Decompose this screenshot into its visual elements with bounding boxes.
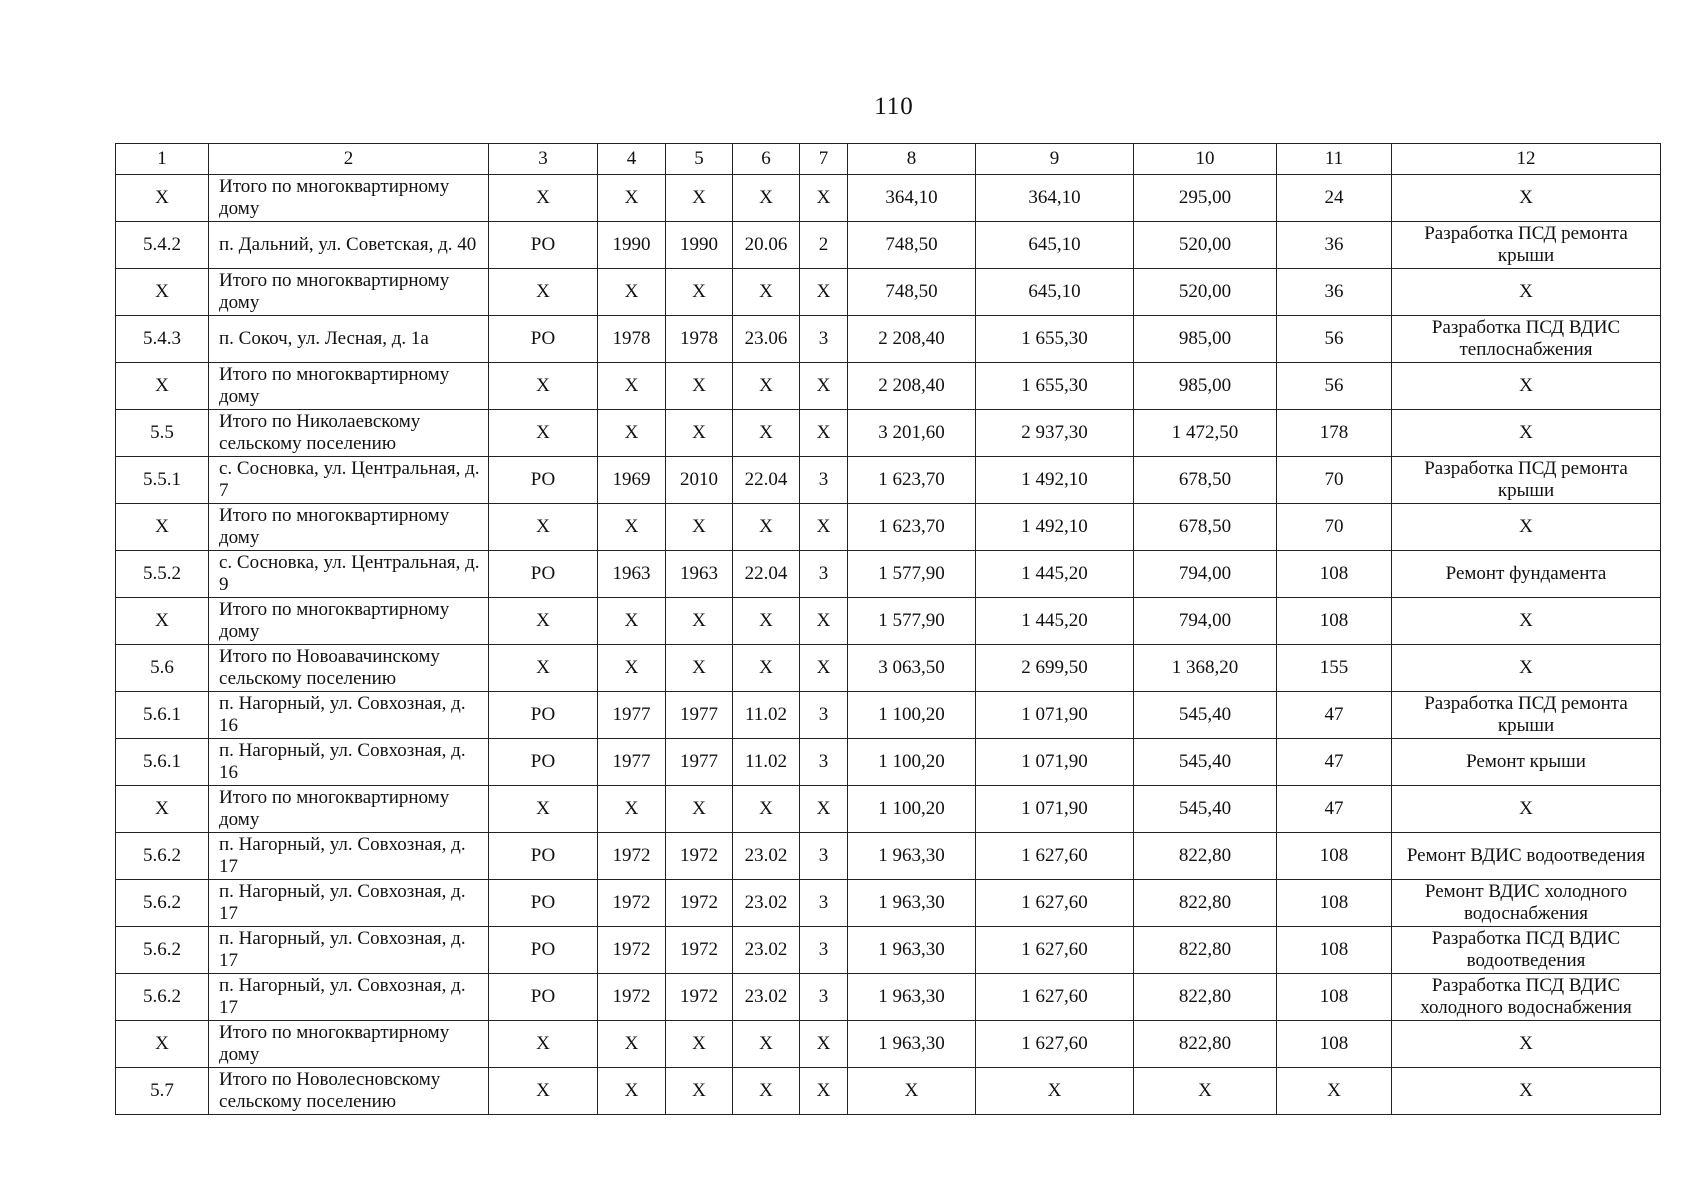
col-residential-area-cell: 1 627,60: [976, 833, 1134, 880]
col-total-area-cell: 748,50: [848, 222, 976, 269]
table-row: [116, 457, 1661, 504]
col-code-cell: 20.06: [733, 222, 800, 269]
col-residential-area-cell: 1 655,30: [976, 316, 1134, 363]
col-code-cell: 11.02: [733, 739, 800, 786]
col-residents-cell: 47: [1277, 739, 1392, 786]
table-row: [116, 880, 1661, 927]
col-residents-cell: 155: [1277, 645, 1392, 692]
col-number-cell: 5.6.1: [116, 692, 209, 739]
table-row: [116, 974, 1661, 1021]
table-row: [116, 833, 1661, 880]
col-code-cell: 22.04: [733, 551, 800, 598]
col-residents-cell: 108: [1277, 880, 1392, 927]
header-col-residential-area: 9: [976, 144, 1134, 175]
col-residents-cell: 178: [1277, 410, 1392, 457]
col-number-cell: 5.6.2: [116, 974, 209, 1021]
col-number-cell: Х: [116, 598, 209, 645]
col-year-commission-cell: Х: [666, 410, 733, 457]
page-number: 110: [874, 93, 914, 120]
col-number-cell: 5.6.2: [116, 880, 209, 927]
col-total-area-cell: 1 623,70: [848, 457, 976, 504]
col-residents-cell: 108: [1277, 833, 1392, 880]
col-total-area-cell: 1 623,70: [848, 504, 976, 551]
col-work-type-cell: Разработка ПСД ВДИС теплоснабжения: [1392, 316, 1661, 363]
col-year-built-cell: Х: [598, 504, 666, 551]
col-residential-area-cell: 1 627,60: [976, 1021, 1134, 1068]
table-row: [116, 692, 1661, 739]
col-living-area-cell: 822,80: [1134, 1021, 1277, 1068]
col-work-type-cell: Х: [1392, 175, 1661, 222]
col-work-type-cell: Х: [1392, 598, 1661, 645]
col-year-built-cell: 1972: [598, 880, 666, 927]
col-year-built-cell: Х: [598, 410, 666, 457]
col-year-built-cell: 1977: [598, 739, 666, 786]
col-address-cell: п. Нагорный, ул. Совхозная, д. 17: [209, 927, 489, 974]
col-number-cell: 5.5: [116, 410, 209, 457]
col-code-cell: Х: [733, 1068, 800, 1115]
col-floors-cell: 3: [800, 692, 848, 739]
col-total-area-cell: 1 963,30: [848, 833, 976, 880]
table-row: [116, 786, 1661, 833]
col-year-commission-cell: 1977: [666, 739, 733, 786]
col-work-type-cell: Х: [1392, 363, 1661, 410]
col-work-type-cell: Разработка ПСД ремонта крыши: [1392, 457, 1661, 504]
col-residents-cell: 108: [1277, 551, 1392, 598]
col-living-area-cell: 985,00: [1134, 363, 1277, 410]
col-work-type-cell: Ремонт крыши: [1392, 739, 1661, 786]
col-year-commission-cell: Х: [666, 1021, 733, 1068]
col-total-area-cell: 1 577,90: [848, 551, 976, 598]
col-type-cell: РО: [489, 457, 598, 504]
col-residents-cell: 108: [1277, 598, 1392, 645]
col-floors-cell: 3: [800, 974, 848, 1021]
col-work-type-cell: Х: [1392, 1021, 1661, 1068]
header-col-code: 6: [733, 144, 800, 175]
col-number-cell: Х: [116, 504, 209, 551]
col-number-cell: 5.6.1: [116, 739, 209, 786]
col-total-area-cell: 1 963,30: [848, 1021, 976, 1068]
col-type-cell: Х: [489, 175, 598, 222]
col-year-built-cell: Х: [598, 175, 666, 222]
table-row: [116, 645, 1661, 692]
col-residential-area-cell: 645,10: [976, 222, 1134, 269]
col-residents-cell: 47: [1277, 692, 1392, 739]
col-floors-cell: 3: [800, 833, 848, 880]
col-living-area-cell: 822,80: [1134, 974, 1277, 1021]
col-year-built-cell: Х: [598, 598, 666, 645]
col-number-cell: Х: [116, 786, 209, 833]
col-living-area-cell: 295,00: [1134, 175, 1277, 222]
col-type-cell: РО: [489, 692, 598, 739]
col-residents-cell: 36: [1277, 269, 1392, 316]
col-code-cell: 11.02: [733, 692, 800, 739]
col-year-commission-cell: Х: [666, 504, 733, 551]
col-residents-cell: 36: [1277, 222, 1392, 269]
col-code-cell: 23.02: [733, 880, 800, 927]
col-living-area-cell: 794,00: [1134, 551, 1277, 598]
header-col-total-area: 8: [848, 144, 976, 175]
col-type-cell: РО: [489, 739, 598, 786]
col-total-area-cell: 1 100,20: [848, 739, 976, 786]
header-col-address: 2: [209, 144, 489, 175]
col-work-type-cell: Х: [1392, 786, 1661, 833]
col-year-built-cell: 1972: [598, 833, 666, 880]
col-residential-area-cell: 1 627,60: [976, 880, 1134, 927]
col-type-cell: РО: [489, 551, 598, 598]
col-year-commission-cell: 1972: [666, 833, 733, 880]
header-col-living-area: 10: [1134, 144, 1277, 175]
col-living-area-cell: 545,40: [1134, 739, 1277, 786]
col-floors-cell: Х: [800, 269, 848, 316]
col-living-area-cell: 794,00: [1134, 598, 1277, 645]
col-address-cell: п. Сокоч, ул. Лесная, д. 1а: [209, 316, 489, 363]
col-type-cell: РО: [489, 974, 598, 1021]
table-row: [116, 222, 1661, 269]
col-year-commission-cell: Х: [666, 598, 733, 645]
col-address-cell: Итого по многоквартирному дому: [209, 786, 489, 833]
col-code-cell: Х: [733, 504, 800, 551]
col-living-area-cell: 520,00: [1134, 222, 1277, 269]
col-residents-cell: 56: [1277, 316, 1392, 363]
col-living-area-cell: 1 368,20: [1134, 645, 1277, 692]
header-col-year-built: 4: [598, 144, 666, 175]
table-row: [116, 598, 1661, 645]
col-total-area-cell: 748,50: [848, 269, 976, 316]
col-work-type-cell: Разработка ПСД ВДИС водоотведения: [1392, 927, 1661, 974]
col-number-cell: 5.6: [116, 645, 209, 692]
col-type-cell: Х: [489, 1021, 598, 1068]
col-year-commission-cell: 1972: [666, 880, 733, 927]
col-type-cell: Х: [489, 410, 598, 457]
col-living-area-cell: 678,50: [1134, 457, 1277, 504]
col-number-cell: Х: [116, 269, 209, 316]
col-residential-area-cell: 1 071,90: [976, 692, 1134, 739]
table-row: [116, 1021, 1661, 1068]
col-year-commission-cell: Х: [666, 1068, 733, 1115]
col-year-commission-cell: 2010: [666, 457, 733, 504]
table-row: [116, 175, 1661, 222]
col-year-built-cell: 1963: [598, 551, 666, 598]
col-year-built-cell: 1969: [598, 457, 666, 504]
col-code-cell: Х: [733, 786, 800, 833]
header-col-work-type: 12: [1392, 144, 1661, 175]
col-floors-cell: 3: [800, 551, 848, 598]
col-floors-cell: Х: [800, 175, 848, 222]
col-code-cell: Х: [733, 269, 800, 316]
table-row: [116, 504, 1661, 551]
col-total-area-cell: 1 963,30: [848, 974, 976, 1021]
col-address-cell: п. Нагорный, ул. Совхозная, д. 17: [209, 833, 489, 880]
col-year-built-cell: Х: [598, 1068, 666, 1115]
col-residential-area-cell: 1 627,60: [976, 927, 1134, 974]
col-total-area-cell: 1 963,30: [848, 927, 976, 974]
col-year-commission-cell: Х: [666, 269, 733, 316]
col-address-cell: п. Нагорный, ул. Совхозная, д. 16: [209, 692, 489, 739]
col-total-area-cell: 3 201,60: [848, 410, 976, 457]
col-residential-area-cell: 1 492,10: [976, 504, 1134, 551]
col-total-area-cell: 1 963,30: [848, 880, 976, 927]
col-total-area-cell: 364,10: [848, 175, 976, 222]
col-floors-cell: Х: [800, 786, 848, 833]
col-living-area-cell: 822,80: [1134, 880, 1277, 927]
header-col-residents: 11: [1277, 144, 1392, 175]
col-living-area-cell: 678,50: [1134, 504, 1277, 551]
col-floors-cell: Х: [800, 645, 848, 692]
col-floors-cell: Х: [800, 598, 848, 645]
col-year-built-cell: 1977: [598, 692, 666, 739]
table-row: [116, 410, 1661, 457]
col-type-cell: Х: [489, 1068, 598, 1115]
col-address-cell: Итого по Новолесновскому сельскому поселению: [209, 1068, 489, 1115]
col-living-area-cell: 822,80: [1134, 927, 1277, 974]
col-work-type-cell: Х: [1392, 410, 1661, 457]
col-year-built-cell: 1972: [598, 927, 666, 974]
table-row: [116, 927, 1661, 974]
col-residents-cell: 108: [1277, 927, 1392, 974]
col-residential-area-cell: Х: [976, 1068, 1134, 1115]
col-type-cell: РО: [489, 316, 598, 363]
col-year-built-cell: 1990: [598, 222, 666, 269]
col-work-type-cell: Ремонт фундамента: [1392, 551, 1661, 598]
col-code-cell: 23.02: [733, 974, 800, 1021]
col-year-built-cell: Х: [598, 1021, 666, 1068]
col-residents-cell: 70: [1277, 504, 1392, 551]
col-address-cell: Итого по многоквартирному дому: [209, 504, 489, 551]
col-total-area-cell: 1 100,20: [848, 786, 976, 833]
col-residential-area-cell: 1 071,90: [976, 739, 1134, 786]
col-year-built-cell: 1978: [598, 316, 666, 363]
col-living-area-cell: 545,40: [1134, 786, 1277, 833]
col-year-commission-cell: Х: [666, 645, 733, 692]
header-col-number: 1: [116, 144, 209, 175]
col-year-built-cell: Х: [598, 786, 666, 833]
col-year-commission-cell: Х: [666, 786, 733, 833]
header-col-year-commission: 5: [666, 144, 733, 175]
col-residential-area-cell: 1 627,60: [976, 974, 1134, 1021]
col-number-cell: 5.4.3: [116, 316, 209, 363]
col-year-commission-cell: 1963: [666, 551, 733, 598]
col-floors-cell: Х: [800, 1068, 848, 1115]
col-residents-cell: 56: [1277, 363, 1392, 410]
col-code-cell: Х: [733, 363, 800, 410]
col-address-cell: п. Нагорный, ул. Совхозная, д. 17: [209, 974, 489, 1021]
col-address-cell: п. Нагорный, ул. Совхозная, д. 17: [209, 880, 489, 927]
col-type-cell: Х: [489, 598, 598, 645]
col-work-type-cell: Х: [1392, 269, 1661, 316]
table-row: [116, 739, 1661, 786]
col-work-type-cell: Ремонт ВДИС холодного водоснабжения: [1392, 880, 1661, 927]
col-residential-area-cell: 1 445,20: [976, 598, 1134, 645]
col-code-cell: 22.04: [733, 457, 800, 504]
col-total-area-cell: 3 063,50: [848, 645, 976, 692]
col-year-commission-cell: 1978: [666, 316, 733, 363]
col-address-cell: с. Сосновка, ул. Центральная, д. 7: [209, 457, 489, 504]
header-col-floors: 7: [800, 144, 848, 175]
col-year-built-cell: 1972: [598, 974, 666, 1021]
col-year-commission-cell: 1972: [666, 927, 733, 974]
col-residents-cell: 70: [1277, 457, 1392, 504]
col-number-cell: 5.6.2: [116, 927, 209, 974]
col-address-cell: Итого по многоквартирному дому: [209, 1021, 489, 1068]
col-floors-cell: Х: [800, 410, 848, 457]
col-residents-cell: 108: [1277, 1021, 1392, 1068]
col-year-commission-cell: 1977: [666, 692, 733, 739]
col-residential-area-cell: 645,10: [976, 269, 1134, 316]
table-row: [116, 316, 1661, 363]
table-row: [116, 1068, 1661, 1115]
col-year-commission-cell: 1972: [666, 974, 733, 1021]
col-year-built-cell: Х: [598, 645, 666, 692]
col-number-cell: Х: [116, 1021, 209, 1068]
col-number-cell: 5.5.2: [116, 551, 209, 598]
col-floors-cell: 3: [800, 927, 848, 974]
table-row: [116, 551, 1661, 598]
col-residential-area-cell: 1 655,30: [976, 363, 1134, 410]
col-code-cell: Х: [733, 645, 800, 692]
col-code-cell: Х: [733, 175, 800, 222]
col-work-type-cell: Разработка ПСД ремонта крыши: [1392, 692, 1661, 739]
col-floors-cell: 3: [800, 880, 848, 927]
col-number-cell: 5.4.2: [116, 222, 209, 269]
col-total-area-cell: Х: [848, 1068, 976, 1115]
col-address-cell: п. Дальний, ул. Советская, д. 40: [209, 222, 489, 269]
col-living-area-cell: 520,00: [1134, 269, 1277, 316]
col-type-cell: РО: [489, 880, 598, 927]
col-address-cell: п. Нагорный, ул. Совхозная, д. 16: [209, 739, 489, 786]
col-number-cell: Х: [116, 363, 209, 410]
col-code-cell: 23.06: [733, 316, 800, 363]
col-living-area-cell: 545,40: [1134, 692, 1277, 739]
col-floors-cell: 3: [800, 739, 848, 786]
col-type-cell: Х: [489, 645, 598, 692]
col-code-cell: Х: [733, 410, 800, 457]
header-col-type: 3: [489, 144, 598, 175]
col-year-commission-cell: Х: [666, 363, 733, 410]
col-address-cell: Итого по Николаевскому сельскому поселению: [209, 410, 489, 457]
col-number-cell: Х: [116, 175, 209, 222]
col-number-cell: 5.7: [116, 1068, 209, 1115]
col-residential-area-cell: 2 699,50: [976, 645, 1134, 692]
col-type-cell: Х: [489, 269, 598, 316]
col-work-type-cell: Х: [1392, 1068, 1661, 1115]
col-residents-cell: 108: [1277, 974, 1392, 1021]
col-address-cell: Итого по многоквартирному дому: [209, 269, 489, 316]
col-address-cell: Итого по Новоавачинскому сельскому поселению: [209, 645, 489, 692]
col-address-cell: с. Сосновка, ул. Центральная, д. 9: [209, 551, 489, 598]
col-year-built-cell: Х: [598, 363, 666, 410]
col-number-cell: 5.5.1: [116, 457, 209, 504]
col-floors-cell: 3: [800, 457, 848, 504]
col-residential-area-cell: 2 937,30: [976, 410, 1134, 457]
col-residential-area-cell: 1 492,10: [976, 457, 1134, 504]
col-total-area-cell: 2 208,40: [848, 363, 976, 410]
col-residents-cell: 47: [1277, 786, 1392, 833]
col-total-area-cell: 2 208,40: [848, 316, 976, 363]
col-year-commission-cell: Х: [666, 175, 733, 222]
col-year-built-cell: Х: [598, 269, 666, 316]
col-residents-cell: 24: [1277, 175, 1392, 222]
col-address-cell: Итого по многоквартирному дому: [209, 363, 489, 410]
col-code-cell: 23.02: [733, 833, 800, 880]
col-living-area-cell: 985,00: [1134, 316, 1277, 363]
col-code-cell: Х: [733, 1021, 800, 1068]
table-row: [116, 269, 1661, 316]
col-total-area-cell: 1 100,20: [848, 692, 976, 739]
col-work-type-cell: Х: [1392, 645, 1661, 692]
col-work-type-cell: Х: [1392, 504, 1661, 551]
col-work-type-cell: Разработка ПСД ремонта крыши: [1392, 222, 1661, 269]
table-row: [116, 363, 1661, 410]
col-residential-area-cell: 364,10: [976, 175, 1134, 222]
col-floors-cell: Х: [800, 363, 848, 410]
col-code-cell: 23.02: [733, 927, 800, 974]
col-residential-area-cell: 1 071,90: [976, 786, 1134, 833]
col-type-cell: РО: [489, 222, 598, 269]
col-type-cell: Х: [489, 786, 598, 833]
col-floors-cell: 2: [800, 222, 848, 269]
col-type-cell: Х: [489, 504, 598, 551]
col-address-cell: Итого по многоквартирному дому: [209, 598, 489, 645]
data-table: [115, 143, 1661, 1115]
col-residential-area-cell: 1 445,20: [976, 551, 1134, 598]
col-total-area-cell: 1 577,90: [848, 598, 976, 645]
col-address-cell: Итого по многоквартирному дому: [209, 175, 489, 222]
col-residents-cell: Х: [1277, 1068, 1392, 1115]
col-type-cell: РО: [489, 927, 598, 974]
col-work-type-cell: Ремонт ВДИС водоотведения: [1392, 833, 1661, 880]
col-floors-cell: 3: [800, 316, 848, 363]
col-work-type-cell: Разработка ПСД ВДИС холодного водоснабжения: [1392, 974, 1661, 1021]
col-number-cell: 5.6.2: [116, 833, 209, 880]
col-floors-cell: Х: [800, 504, 848, 551]
col-code-cell: Х: [733, 598, 800, 645]
col-living-area-cell: 1 472,50: [1134, 410, 1277, 457]
col-floors-cell: Х: [800, 1021, 848, 1068]
col-type-cell: Х: [489, 363, 598, 410]
col-year-commission-cell: 1990: [666, 222, 733, 269]
header-row: [116, 144, 1661, 175]
col-living-area-cell: 822,80: [1134, 833, 1277, 880]
col-type-cell: РО: [489, 833, 598, 880]
col-living-area-cell: Х: [1134, 1068, 1277, 1115]
